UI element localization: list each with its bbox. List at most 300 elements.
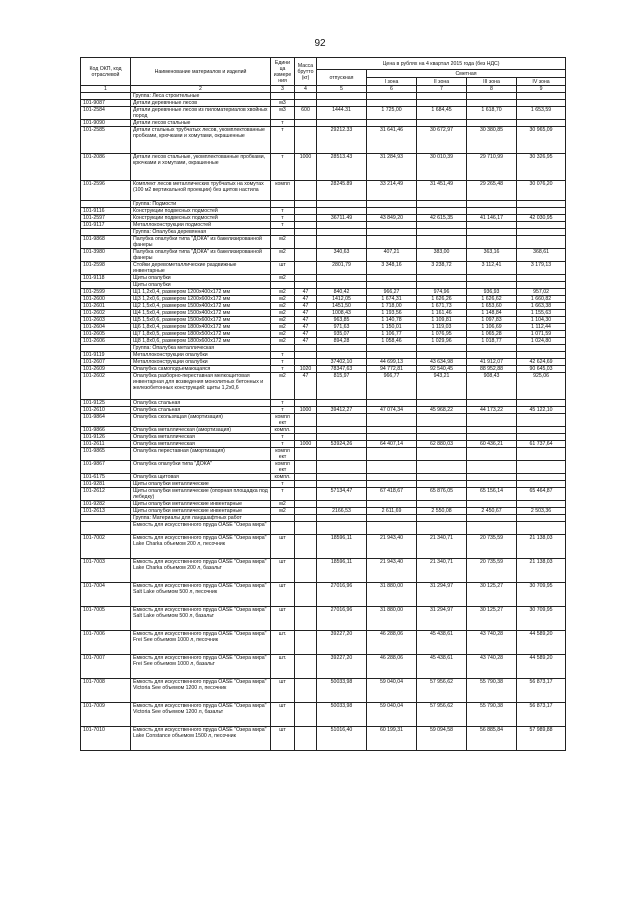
zone-2-price-cell: 974,96 [417,289,467,296]
table-row [81,655,566,679]
zone-2-price-cell [417,448,467,461]
zone-1-price-cell [367,345,417,352]
zone-4-price-cell [517,434,566,441]
zone-2-price-cell [417,93,467,100]
unit-cell [271,282,295,289]
code-cell: 101-7010 [81,727,131,751]
zone-4-price-cell: 925,06 [517,373,566,400]
zone-4-price-cell [517,400,566,407]
table-row [81,154,566,181]
zone-1-price-cell [367,414,417,427]
zone-1-price-cell [367,474,417,481]
code-cell [81,282,131,289]
mass-cell: 1020 [295,366,317,373]
zone-3-price-cell: 2 450,67 [467,508,517,515]
zone-4-price-cell: 2 503,36 [517,508,566,515]
zone-3-price-cell [467,414,517,427]
release-price-cell [317,120,367,127]
release-price-cell: 815,97 [317,373,367,400]
unit-cell: т [271,154,295,181]
release-price-cell [317,222,367,229]
mass-cell [295,275,317,282]
table-row [81,583,566,607]
name-cell: Емкость для искусственного пруда OASE "Озера мира" Victoria See объемом 1200 л, песочник [131,679,271,703]
table-row [81,366,566,373]
name-cell: Палубка опалубки типа "ДОКА" из бакелизированной фанеры [131,236,271,249]
zone-4-price-cell [517,448,566,461]
release-price-cell: 78347,63 [317,366,367,373]
code-cell: 101-2597 [81,215,131,222]
table-row [81,727,566,751]
mass-cell [295,282,317,289]
zone-1-price-cell [367,100,417,107]
mass-cell [295,201,317,208]
mass-cell [295,461,317,474]
zone-3-price-cell [467,282,517,289]
zone-2-price-cell: 1 671,73 [417,303,467,310]
code-cell: 101-2602 [81,310,131,317]
name-cell: Емкость для искусственного пруда OASE "Озера мира" Lake Constance объемом 1500 л, песочник [131,727,271,751]
release-price-cell [317,522,367,535]
code-cell [81,345,131,352]
table-row [81,522,566,535]
mass-cell: 47 [295,373,317,400]
name-cell: Группа: Подмости [131,201,271,208]
code-cell: 101-2598 [81,262,131,275]
code-cell [81,515,131,522]
zone-2-price-cell: 30 672,97 [417,127,467,154]
code-cell: 101-2607 [81,359,131,366]
mass-cell: 47 [295,289,317,296]
release-price-cell: 971,63 [317,324,367,331]
unit-cell: м2 [271,317,295,324]
zone-1-price-cell: 966,27 [367,289,417,296]
zone-2-price-cell [417,282,467,289]
release-price-cell: 37402,10 [317,359,367,366]
zone-1-price-cell: 67 418,67 [367,488,417,501]
name-cell: Детали лесов стальные [131,120,271,127]
code-cell: 101-2606 [81,338,131,345]
zone-2-price-cell: 3 238,72 [417,262,467,275]
mass-cell [295,414,317,427]
table-row [81,222,566,229]
release-price-cell [317,93,367,100]
release-price-cell: 57134,47 [317,488,367,501]
zone-3-price-cell: 908,43 [467,373,517,400]
code-cell [81,93,131,100]
zone-2-price-cell [417,461,467,474]
release-price-cell [317,481,367,488]
table-row [81,535,566,559]
release-price-cell [317,461,367,474]
name-cell: Щ2 1,5х0,4, размером 1500х400х172 мм [131,303,271,310]
zone-4-price-cell: 1 024,80 [517,338,566,345]
code-cell: 101-9866 [81,427,131,434]
table-row [81,310,566,317]
code-cell: 101-9868 [81,236,131,249]
unit-cell: м3 [271,107,295,120]
table-row [81,414,566,427]
zone-3-price-cell: 3 112,41 [467,262,517,275]
table-row [81,448,566,461]
unit-cell: м2 [271,236,295,249]
mass-cell: 47 [295,331,317,338]
mass-cell [295,345,317,352]
zone-4-price-cell: 1 155,63 [517,310,566,317]
release-price-cell: 1412,05 [317,296,367,303]
code-cell: 101-2584 [81,107,131,120]
unit-cell [271,93,295,100]
release-price-cell: 340,63 [317,249,367,262]
column-number: 3 [271,86,295,93]
table-row [81,303,566,310]
zone-1-price-cell: 59 040,04 [367,679,417,703]
mass-cell [295,208,317,215]
zone-4-price-cell: 44 589,20 [517,655,566,679]
mass-cell [295,249,317,262]
zone-1-price-cell: 46 288,06 [367,655,417,679]
name-cell: Щиты опалубки [131,275,271,282]
name-cell: Щиты опалубки металлические [131,481,271,488]
zone-4-price-cell: 30 709,95 [517,583,566,607]
zone-4-price-cell [517,501,566,508]
zone-4-price-cell [517,345,566,352]
name-cell: Опалубка скользящая (амортизация) [131,414,271,427]
mass-cell [295,631,317,655]
zone-2-price-cell: 65 876,05 [417,488,467,501]
name-cell: Группа: Леса строительные [131,93,271,100]
code-cell: 101-9125 [81,400,131,407]
table-row [81,441,566,448]
zone-3-price-cell: 1 626,62 [467,296,517,303]
release-price-cell: 28513.43 [317,154,367,181]
unit-cell: шт. [271,655,295,679]
release-price-cell: 53924,26 [317,441,367,448]
mass-cell [295,100,317,107]
zone-3-price-cell [467,448,517,461]
zone-3-price-cell [467,345,517,352]
column-number: 7 [417,86,467,93]
zone-4-price-cell: 1 653,59 [517,107,566,120]
mass-cell [295,501,317,508]
unit-cell: м2 [271,296,295,303]
table-row [81,107,566,120]
release-price-cell: 2801,79 [317,262,367,275]
unit-cell [271,201,295,208]
table-row [81,679,566,703]
zone-2-price-cell: 1 119,03 [417,324,467,331]
zone-1-price-cell: 46 288,06 [367,631,417,655]
zone-3-price-cell [467,427,517,434]
unit-cell: компл ект [271,448,295,461]
name-cell: Детали стальных трубчатых лесов, укомплектованные пробками, крючками и хомутами, окрашенные [131,127,271,154]
release-price-cell [317,282,367,289]
zone-3-price-cell [467,229,517,236]
code-cell: 101-9090 [81,120,131,127]
mass-cell: 1000 [295,154,317,181]
column-number: 1 [81,86,131,93]
release-price-cell [317,501,367,508]
name-cell: Опалубка стальная [131,407,271,414]
table-row [81,607,566,631]
code-cell [81,201,131,208]
zone-4-price-cell: 44 589,20 [517,631,566,655]
zone-3-price-cell: 1 618,70 [467,107,517,120]
unit-cell: шт [271,559,295,583]
zone-2-price-cell: 21 340,71 [417,559,467,583]
table-row [81,427,566,434]
name-cell: Детали деревянные лесов [131,100,271,107]
zone-4-price-cell [517,461,566,474]
unit-cell: т [271,359,295,366]
mass-cell [295,679,317,703]
zone-3-price-cell [467,481,517,488]
zone-4-price-cell [517,208,566,215]
release-price-cell: 1451,50 [317,303,367,310]
name-cell: Емкость для искусственного пруда OASE "Озера мира" Frei See объемом 1000 л, песочник [131,631,271,655]
zone-1-price-cell: 31 880,00 [367,607,417,631]
code-cell: 101-3980 [81,249,131,262]
code-cell: 101-2604 [81,324,131,331]
unit-cell: т [271,352,295,359]
zone-1-price-cell: 31 641,46 [367,127,417,154]
zone-3-price-cell: 20 735,59 [467,559,517,583]
unit-cell: компл ект [271,461,295,474]
code-cell: 101-9126 [81,434,131,441]
table-row [81,296,566,303]
zone-2-price-cell [417,352,467,359]
mass-cell [295,522,317,535]
zone-1-price-cell [367,275,417,282]
zone-3-price-cell: 1 148,84 [467,310,517,317]
zone-1-price-cell: 31 284,93 [367,154,417,181]
zone-1-price-cell: 59 040,04 [367,703,417,727]
code-cell: 101-7005 [81,607,131,631]
table-row [81,317,566,324]
unit-cell: компл. [271,427,295,434]
zone-2-price-cell: 45 438,61 [417,631,467,655]
zone-3-price-cell [467,522,517,535]
release-price-cell: 27016,96 [317,607,367,631]
zone-2-price-cell [417,474,467,481]
zone-4-price-cell [517,474,566,481]
zone-1-price-cell [367,222,417,229]
zone-1-price-cell: 407,21 [367,249,417,262]
release-price-cell: 18596,11 [317,559,367,583]
zone-3-price-cell: 41 912,07 [467,359,517,366]
mass-cell: 1000 [295,407,317,414]
mass-cell [295,236,317,249]
zone-4-price-cell: 21 138,03 [517,559,566,583]
release-price-cell: 36711.49 [317,215,367,222]
zone-4-price-cell: 56 873,17 [517,703,566,727]
unit-cell: т [271,481,295,488]
code-cell: 101-7006 [81,631,131,655]
zone-3-price-cell: 41 146,17 [467,215,517,222]
table-row [81,324,566,331]
name-cell: Емкость для искусственного пруда OASE "Озера мира" Lake Charka объемом 200 л, песочник [131,535,271,559]
zone-4-price-cell: 90 645,03 [517,366,566,373]
code-cell: 101-9087 [81,100,131,107]
zone-2-price-cell [417,501,467,508]
mass-cell [295,508,317,515]
header-name: Наименование материалов и изделий [131,58,271,86]
zone-3-price-cell [467,474,517,481]
zone-3-price-cell: 30 380,85 [467,127,517,154]
name-cell: Щ8 1,8х0,6, размером 1800х600х172 мм [131,338,271,345]
mass-cell [295,120,317,127]
table-row [81,559,566,583]
mass-cell: 47 [295,310,317,317]
zone-2-price-cell: 1 109,81 [417,317,467,324]
table-row [81,501,566,508]
zone-3-price-cell [467,93,517,100]
zone-3-price-cell: 29 265,48 [467,181,517,201]
zone-2-price-cell: 31 451,49 [417,181,467,201]
zone-3-price-cell: 30 125,27 [467,583,517,607]
header-zone-2: II зона [417,78,467,86]
zone-1-price-cell: 1 193,56 [367,310,417,317]
zone-3-price-cell: 44 173,22 [467,407,517,414]
name-cell: Щиты опалубки [131,282,271,289]
header-estimate-price: Сметная [367,70,566,78]
zone-2-price-cell: 2 550,08 [417,508,467,515]
release-price-cell: 51016,40 [317,727,367,751]
zone-1-price-cell: 94 772,81 [367,366,417,373]
table-row [81,352,566,359]
unit-cell: м3 [271,100,295,107]
zone-4-price-cell [517,522,566,535]
release-price-cell: 50033,98 [317,679,367,703]
code-cell: 101-2603 [81,317,131,324]
unit-cell: шт [271,535,295,559]
zone-4-price-cell: 1 660,82 [517,296,566,303]
zone-3-price-cell: 43 740,28 [467,631,517,655]
zone-2-price-cell: 59 094,58 [417,727,467,751]
zone-1-price-cell [367,352,417,359]
table-row [81,100,566,107]
code-cell: 101-6175 [81,474,131,481]
name-cell: Стойки деревометаллические раздвижные инвентарные [131,262,271,275]
name-cell: Группа: Материалы для ландшафтных работ [131,515,271,522]
zone-4-price-cell [517,275,566,282]
zone-2-price-cell: 43 634,98 [417,359,467,366]
unit-cell: шт [271,727,295,751]
zone-3-price-cell [467,352,517,359]
zone-4-price-cell: 57 989,88 [517,727,566,751]
release-price-cell [317,434,367,441]
mass-cell [295,703,317,727]
release-price-cell: 1444.31 [317,107,367,120]
zone-4-price-cell [517,352,566,359]
name-cell: Опалубка металлическая (амортизация) [131,427,271,434]
zone-1-price-cell [367,434,417,441]
zone-3-price-cell: 936,93 [467,289,517,296]
code-cell: 101-2596 [81,181,131,201]
name-cell: Группа: Опалубка деревянная [131,229,271,236]
table-row [81,631,566,655]
unit-cell: м2 [271,501,295,508]
code-cell: 101-2601 [81,303,131,310]
zone-3-price-cell [467,120,517,127]
zone-1-price-cell: 47 074,34 [367,407,417,414]
zone-1-price-cell: 21 943,40 [367,559,417,583]
code-cell: 101-9118 [81,275,131,282]
zone-4-price-cell: 45 122,10 [517,407,566,414]
zone-2-price-cell [417,120,467,127]
name-cell: Детали лесов стальные, укомплектованные пробками, крючками и хомутами, окрашенные [131,154,271,181]
zone-3-price-cell: 363,16 [467,249,517,262]
zone-1-price-cell: 44 699,13 [367,359,417,366]
release-price-cell: 28245.89 [317,181,367,201]
zone-4-price-cell: 1 663,38 [517,303,566,310]
unit-cell: т [271,441,295,448]
zone-1-price-cell: 60 199,31 [367,727,417,751]
zone-2-price-cell: 943,21 [417,373,467,400]
table-row [81,338,566,345]
column-number: 6 [367,86,417,93]
zone-1-price-cell: 1 150,01 [367,324,417,331]
code-cell: 101-2599 [81,289,131,296]
mass-cell [295,535,317,559]
mass-cell [295,559,317,583]
name-cell: Детали деревянные лесов из пиломатериалов хвойных пород [131,107,271,120]
zone-2-price-cell: 1 684,45 [417,107,467,120]
table-row [81,289,566,296]
zone-3-price-cell: 55 790,38 [467,679,517,703]
name-cell: Щ6 1,8х0,4, размером 1800х400х172 мм [131,324,271,331]
header-unit: Едини ца измере ния [271,58,295,86]
name-cell: Группа: Опалубка металлическая [131,345,271,352]
unit-cell: м2 [271,289,295,296]
mass-cell [295,262,317,275]
table-row [81,488,566,501]
zone-2-price-cell: 45 438,61 [417,655,467,679]
zone-4-price-cell: 61 737,64 [517,441,566,448]
zone-4-price-cell: 1 071,59 [517,331,566,338]
table-row [81,249,566,262]
unit-cell: т [271,407,295,414]
name-cell: Опалубка переставная (амортизация) [131,448,271,461]
code-cell: 101-9116 [81,208,131,215]
zone-1-price-cell: 1 106,77 [367,331,417,338]
table-row [81,215,566,222]
zone-2-price-cell: 31 294,97 [417,583,467,607]
name-cell: Емкость для искусственного пруда OASE "Озера мира" Salt Lake объемом 500 л, песочник [131,583,271,607]
mass-cell: 47 [295,317,317,324]
unit-cell: шт [271,703,295,727]
unit-cell [271,229,295,236]
zone-2-price-cell [417,236,467,249]
unit-cell: м2 [271,331,295,338]
code-cell: 101-9867 [81,461,131,474]
code-cell: 101-2605 [81,331,131,338]
table-row [81,373,566,400]
zone-4-price-cell: 30 965,09 [517,127,566,154]
table-row [81,127,566,154]
code-cell [81,229,131,236]
zone-1-price-cell [367,448,417,461]
unit-cell: шт [271,262,295,275]
header-zone-3: III зона [467,78,517,86]
release-price-cell [317,474,367,481]
zone-3-price-cell: 65 156,14 [467,488,517,501]
zone-2-price-cell [417,434,467,441]
zone-3-price-cell [467,434,517,441]
name-cell: Емкость для искусственного пруда OASE "Озера мира" Lake Charka объемом 200 л, базальт [131,559,271,583]
unit-cell: м2 [271,373,295,400]
zone-3-price-cell: 88 952,88 [467,366,517,373]
